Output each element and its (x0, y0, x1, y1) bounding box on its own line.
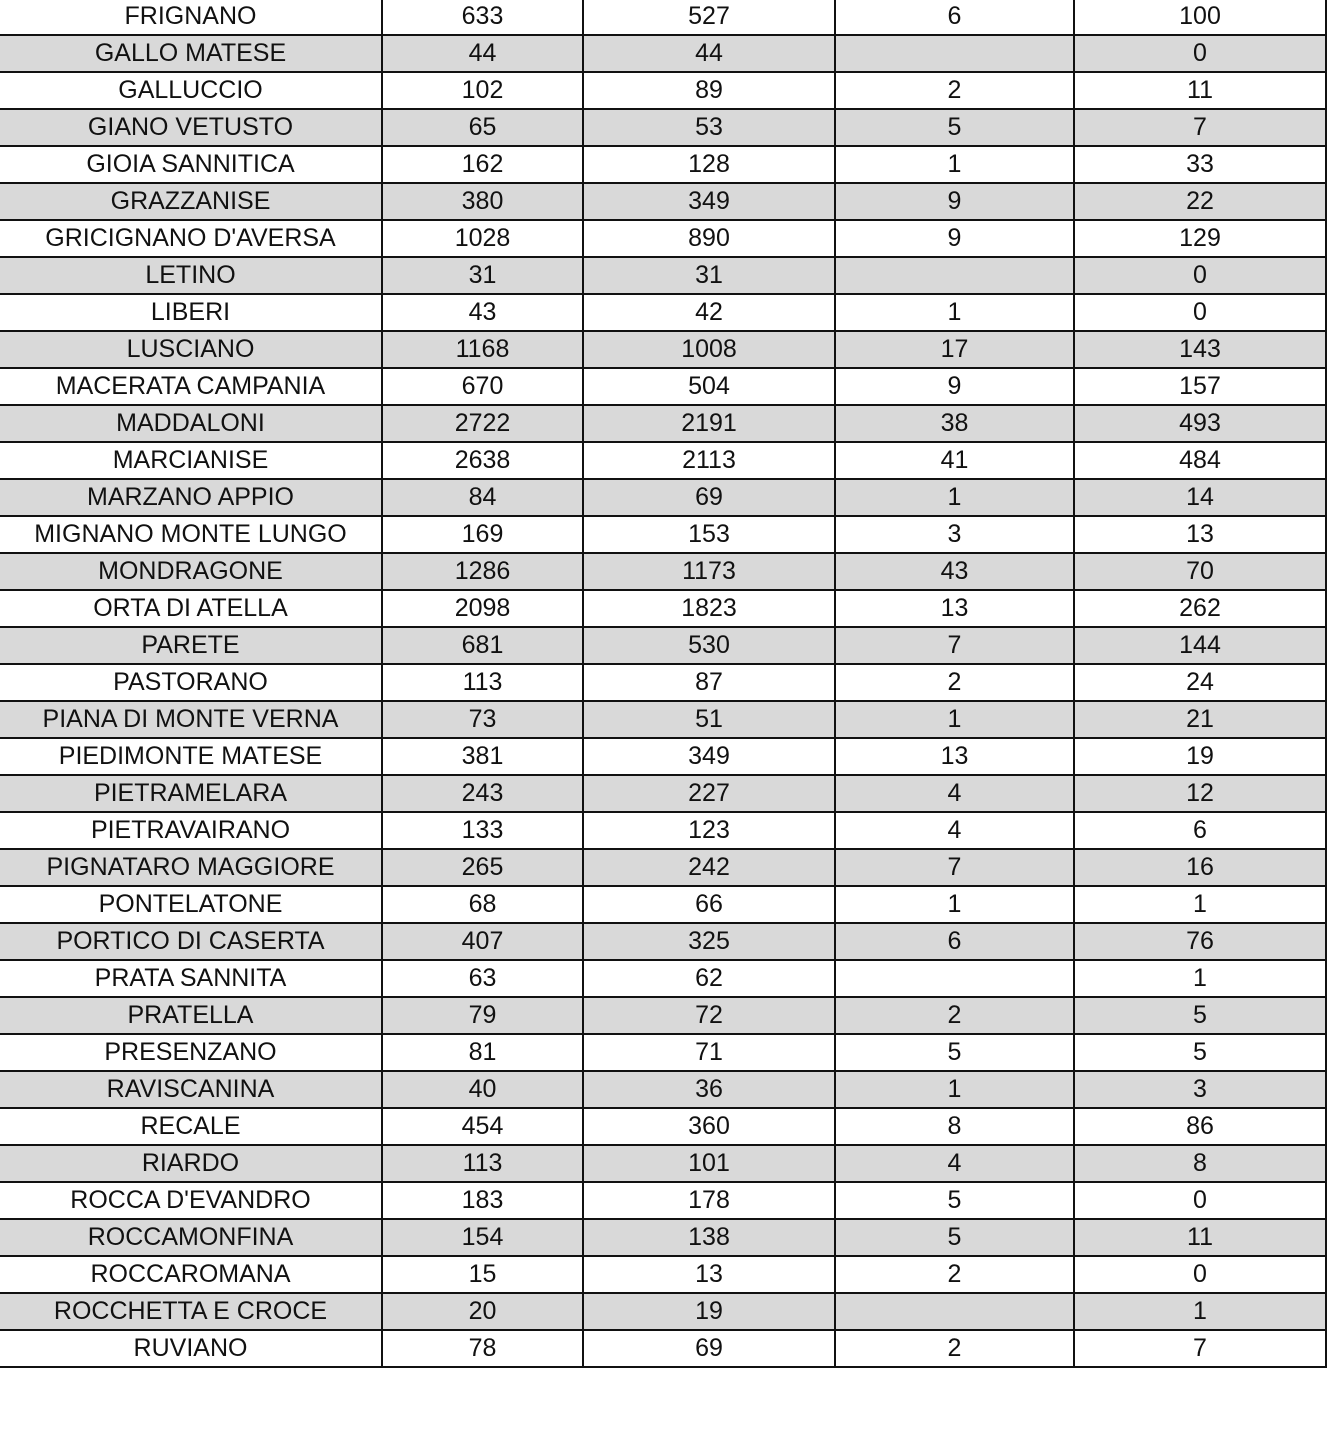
municipality-name-cell: PIGNATARO MAGGIORE (0, 849, 382, 886)
value-column-1-cell: 65 (382, 109, 583, 146)
table-row (0, 590, 1326, 627)
value-column-3-cell: 1 (835, 701, 1074, 738)
value-column-3-cell: 5 (835, 1034, 1074, 1071)
value-column-4-cell: 7 (1074, 1330, 1326, 1367)
municipality-name-cell: GALLO MATESE (0, 35, 382, 72)
value-column-2-cell: 42 (583, 294, 835, 331)
value-column-4-cell: 14 (1074, 479, 1326, 516)
value-column-4-cell: 0 (1074, 294, 1326, 331)
value-column-3-cell: 2 (835, 664, 1074, 701)
municipality-name-cell: GIOIA SANNITICA (0, 146, 382, 183)
value-column-1-cell: 2722 (382, 405, 583, 442)
value-column-1-cell: 154 (382, 1219, 583, 1256)
value-column-1-cell: 31 (382, 257, 583, 294)
value-column-4-cell: 12 (1074, 775, 1326, 812)
municipality-name-cell: MADDALONI (0, 405, 382, 442)
value-column-2-cell: 101 (583, 1145, 835, 1182)
value-column-3-cell: 4 (835, 775, 1074, 812)
value-column-1-cell: 454 (382, 1108, 583, 1145)
value-column-4-cell: 24 (1074, 664, 1326, 701)
value-column-4-cell: 262 (1074, 590, 1326, 627)
value-column-2-cell: 71 (583, 1034, 835, 1071)
table-row (0, 479, 1326, 516)
value-column-2-cell: 504 (583, 368, 835, 405)
value-column-2-cell: 349 (583, 183, 835, 220)
table-row (0, 1034, 1326, 1071)
value-column-4-cell: 16 (1074, 849, 1326, 886)
value-column-1-cell: 44 (382, 35, 583, 72)
value-column-1-cell: 63 (382, 960, 583, 997)
value-column-4-cell: 6 (1074, 812, 1326, 849)
value-column-2-cell: 13 (583, 1256, 835, 1293)
value-column-3-cell: 2 (835, 1330, 1074, 1367)
value-column-1-cell: 73 (382, 701, 583, 738)
value-column-2-cell: 325 (583, 923, 835, 960)
value-column-2-cell: 123 (583, 812, 835, 849)
value-column-1-cell: 2638 (382, 442, 583, 479)
value-column-4-cell: 5 (1074, 997, 1326, 1034)
table-row (0, 1108, 1326, 1145)
value-column-2-cell: 87 (583, 664, 835, 701)
municipality-name-cell: ROCCAROMANA (0, 1256, 382, 1293)
municipality-name-cell: ROCCA D'EVANDRO (0, 1182, 382, 1219)
value-column-3-cell: 9 (835, 220, 1074, 257)
value-column-4-cell: 1 (1074, 960, 1326, 997)
table-row (0, 0, 1326, 35)
value-column-3-cell: 1 (835, 1071, 1074, 1108)
municipality-name-cell: PARETE (0, 627, 382, 664)
value-column-2-cell: 153 (583, 516, 835, 553)
value-column-2-cell: 360 (583, 1108, 835, 1145)
table-row (0, 1145, 1326, 1182)
municipality-name-cell: RECALE (0, 1108, 382, 1145)
value-column-3-cell: 1 (835, 479, 1074, 516)
table-row (0, 701, 1326, 738)
value-column-3-cell (835, 960, 1074, 997)
value-column-4-cell: 493 (1074, 405, 1326, 442)
value-column-1-cell: 2098 (382, 590, 583, 627)
value-column-1-cell: 81 (382, 1034, 583, 1071)
value-column-3-cell: 43 (835, 553, 1074, 590)
value-column-2-cell: 36 (583, 1071, 835, 1108)
value-column-4-cell: 13 (1074, 516, 1326, 553)
value-column-2-cell: 527 (583, 0, 835, 35)
municipality-name-cell: LUSCIANO (0, 331, 382, 368)
value-column-1-cell: 1028 (382, 220, 583, 257)
table-row (0, 1330, 1326, 1367)
table-row (0, 146, 1326, 183)
value-column-3-cell: 6 (835, 923, 1074, 960)
table-row (0, 35, 1326, 72)
municipality-name-cell: LETINO (0, 257, 382, 294)
municipality-name-cell: FRIGNANO (0, 0, 382, 35)
value-column-2-cell: 178 (583, 1182, 835, 1219)
municipality-name-cell: ORTA DI ATELLA (0, 590, 382, 627)
value-column-4-cell: 22 (1074, 183, 1326, 220)
value-column-3-cell: 5 (835, 1182, 1074, 1219)
municipality-name-cell: GRICIGNANO D'AVERSA (0, 220, 382, 257)
value-column-2-cell: 66 (583, 886, 835, 923)
value-column-1-cell: 84 (382, 479, 583, 516)
table-row (0, 738, 1326, 775)
value-column-2-cell: 2113 (583, 442, 835, 479)
value-column-2-cell: 44 (583, 35, 835, 72)
value-column-4-cell: 1 (1074, 886, 1326, 923)
value-column-3-cell (835, 1293, 1074, 1330)
municipality-name-cell: PIETRAVAIRANO (0, 812, 382, 849)
value-column-4-cell: 8 (1074, 1145, 1326, 1182)
value-column-4-cell: 143 (1074, 331, 1326, 368)
value-column-1-cell: 78 (382, 1330, 583, 1367)
municipality-name-cell: ROCCAMONFINA (0, 1219, 382, 1256)
municipality-name-cell: PORTICO DI CASERTA (0, 923, 382, 960)
value-column-1-cell: 40 (382, 1071, 583, 1108)
value-column-4-cell: 484 (1074, 442, 1326, 479)
value-column-3-cell: 4 (835, 812, 1074, 849)
table-row (0, 1293, 1326, 1330)
table-row (0, 997, 1326, 1034)
municipality-name-cell: PRATELLA (0, 997, 382, 1034)
value-column-2-cell: 128 (583, 146, 835, 183)
value-column-1-cell: 381 (382, 738, 583, 775)
value-column-4-cell: 76 (1074, 923, 1326, 960)
municipality-name-cell: PASTORANO (0, 664, 382, 701)
municipality-name-cell: PRESENZANO (0, 1034, 382, 1071)
table-row (0, 294, 1326, 331)
table-row (0, 812, 1326, 849)
value-column-4-cell: 0 (1074, 1256, 1326, 1293)
value-column-3-cell: 4 (835, 1145, 1074, 1182)
table-row (0, 1256, 1326, 1293)
value-column-2-cell: 890 (583, 220, 835, 257)
table-row (0, 1219, 1326, 1256)
municipality-name-cell: LIBERI (0, 294, 382, 331)
table-row (0, 553, 1326, 590)
value-column-1-cell: 183 (382, 1182, 583, 1219)
table-row (0, 627, 1326, 664)
value-column-3-cell: 3 (835, 516, 1074, 553)
value-column-2-cell: 62 (583, 960, 835, 997)
value-column-3-cell: 2 (835, 1256, 1074, 1293)
value-column-3-cell: 41 (835, 442, 1074, 479)
value-column-1-cell: 133 (382, 812, 583, 849)
value-column-1-cell: 1286 (382, 553, 583, 590)
municipality-name-cell: RIARDO (0, 1145, 382, 1182)
value-column-4-cell: 33 (1074, 146, 1326, 183)
value-column-3-cell: 13 (835, 738, 1074, 775)
value-column-3-cell: 2 (835, 997, 1074, 1034)
table-row (0, 331, 1326, 368)
value-column-2-cell: 31 (583, 257, 835, 294)
municipality-name-cell: MIGNANO MONTE LUNGO (0, 516, 382, 553)
table-row (0, 220, 1326, 257)
table-row (0, 516, 1326, 553)
table-row (0, 1071, 1326, 1108)
value-column-1-cell: 1168 (382, 331, 583, 368)
table-row (0, 183, 1326, 220)
municipality-name-cell: PONTELATONE (0, 886, 382, 923)
value-column-2-cell: 1008 (583, 331, 835, 368)
value-column-2-cell: 51 (583, 701, 835, 738)
value-column-2-cell: 349 (583, 738, 835, 775)
value-column-1-cell: 380 (382, 183, 583, 220)
value-column-1-cell: 113 (382, 1145, 583, 1182)
value-column-3-cell: 9 (835, 368, 1074, 405)
municipality-name-cell: RUVIANO (0, 1330, 382, 1367)
value-column-1-cell: 20 (382, 1293, 583, 1330)
value-column-3-cell: 38 (835, 405, 1074, 442)
value-column-4-cell: 100 (1074, 0, 1326, 35)
municipality-name-cell: PIETRAMELARA (0, 775, 382, 812)
value-column-4-cell: 3 (1074, 1071, 1326, 1108)
value-column-3-cell: 7 (835, 627, 1074, 664)
value-column-3-cell: 13 (835, 590, 1074, 627)
municipality-name-cell: MACERATA CAMPANIA (0, 368, 382, 405)
value-column-3-cell: 9 (835, 183, 1074, 220)
value-column-1-cell: 15 (382, 1256, 583, 1293)
municipality-name-cell: PIANA DI MONTE VERNA (0, 701, 382, 738)
value-column-3-cell (835, 257, 1074, 294)
table-row (0, 257, 1326, 294)
municipality-name-cell: GRAZZANISE (0, 183, 382, 220)
value-column-2-cell: 53 (583, 109, 835, 146)
value-column-2-cell: 69 (583, 479, 835, 516)
municipality-name-cell: MARZANO APPIO (0, 479, 382, 516)
value-column-1-cell: 407 (382, 923, 583, 960)
table-row (0, 664, 1326, 701)
table-row (0, 368, 1326, 405)
value-column-3-cell: 1 (835, 886, 1074, 923)
value-column-1-cell: 681 (382, 627, 583, 664)
value-column-4-cell: 5 (1074, 1034, 1326, 1071)
value-column-3-cell: 5 (835, 109, 1074, 146)
value-column-2-cell: 1823 (583, 590, 835, 627)
value-column-4-cell: 11 (1074, 1219, 1326, 1256)
value-column-1-cell: 68 (382, 886, 583, 923)
value-column-3-cell: 2 (835, 72, 1074, 109)
municipality-name-cell: GALLUCCIO (0, 72, 382, 109)
value-column-2-cell: 530 (583, 627, 835, 664)
value-column-2-cell: 1173 (583, 553, 835, 590)
value-column-4-cell: 86 (1074, 1108, 1326, 1145)
municipality-name-cell: MARCIANISE (0, 442, 382, 479)
value-column-1-cell: 633 (382, 0, 583, 35)
table-row (0, 109, 1326, 146)
table-row (0, 849, 1326, 886)
value-column-2-cell: 89 (583, 72, 835, 109)
table-row (0, 1182, 1326, 1219)
municipality-name-cell: PRATA SANNITA (0, 960, 382, 997)
value-column-4-cell: 129 (1074, 220, 1326, 257)
table-row (0, 405, 1326, 442)
value-column-4-cell: 1 (1074, 1293, 1326, 1330)
municipality-name-cell: GIANO VETUSTO (0, 109, 382, 146)
value-column-4-cell: 0 (1074, 35, 1326, 72)
municipality-name-cell: RAVISCANINA (0, 1071, 382, 1108)
value-column-3-cell: 17 (835, 331, 1074, 368)
value-column-2-cell: 138 (583, 1219, 835, 1256)
value-column-1-cell: 670 (382, 368, 583, 405)
value-column-3-cell: 1 (835, 146, 1074, 183)
table-row (0, 442, 1326, 479)
value-column-1-cell: 265 (382, 849, 583, 886)
value-column-3-cell (835, 35, 1074, 72)
value-column-4-cell: 11 (1074, 72, 1326, 109)
value-column-2-cell: 242 (583, 849, 835, 886)
value-column-3-cell: 8 (835, 1108, 1074, 1145)
value-column-2-cell: 2191 (583, 405, 835, 442)
value-column-2-cell: 227 (583, 775, 835, 812)
value-column-4-cell: 0 (1074, 257, 1326, 294)
municipality-name-cell: MONDRAGONE (0, 553, 382, 590)
table-row (0, 775, 1326, 812)
value-column-4-cell: 157 (1074, 368, 1326, 405)
value-column-3-cell: 6 (835, 0, 1074, 35)
value-column-1-cell: 162 (382, 146, 583, 183)
value-column-4-cell: 21 (1074, 701, 1326, 738)
value-column-4-cell: 0 (1074, 1182, 1326, 1219)
value-column-4-cell: 7 (1074, 109, 1326, 146)
value-column-1-cell: 243 (382, 775, 583, 812)
value-column-1-cell: 43 (382, 294, 583, 331)
value-column-3-cell: 5 (835, 1219, 1074, 1256)
value-column-1-cell: 79 (382, 997, 583, 1034)
value-column-1-cell: 169 (382, 516, 583, 553)
municipality-name-cell: ROCCHETTA E CROCE (0, 1293, 382, 1330)
value-column-1-cell: 102 (382, 72, 583, 109)
municipality-name-cell: PIEDIMONTE MATESE (0, 738, 382, 775)
value-column-3-cell: 1 (835, 294, 1074, 331)
value-column-4-cell: 19 (1074, 738, 1326, 775)
value-column-2-cell: 69 (583, 1330, 835, 1367)
value-column-3-cell: 7 (835, 849, 1074, 886)
table-row (0, 72, 1326, 109)
value-column-4-cell: 70 (1074, 553, 1326, 590)
value-column-2-cell: 72 (583, 997, 835, 1034)
value-column-1-cell: 113 (382, 664, 583, 701)
value-column-2-cell: 19 (583, 1293, 835, 1330)
table-row (0, 886, 1326, 923)
table-row (0, 923, 1326, 960)
value-column-4-cell: 144 (1074, 627, 1326, 664)
table-row (0, 960, 1326, 997)
